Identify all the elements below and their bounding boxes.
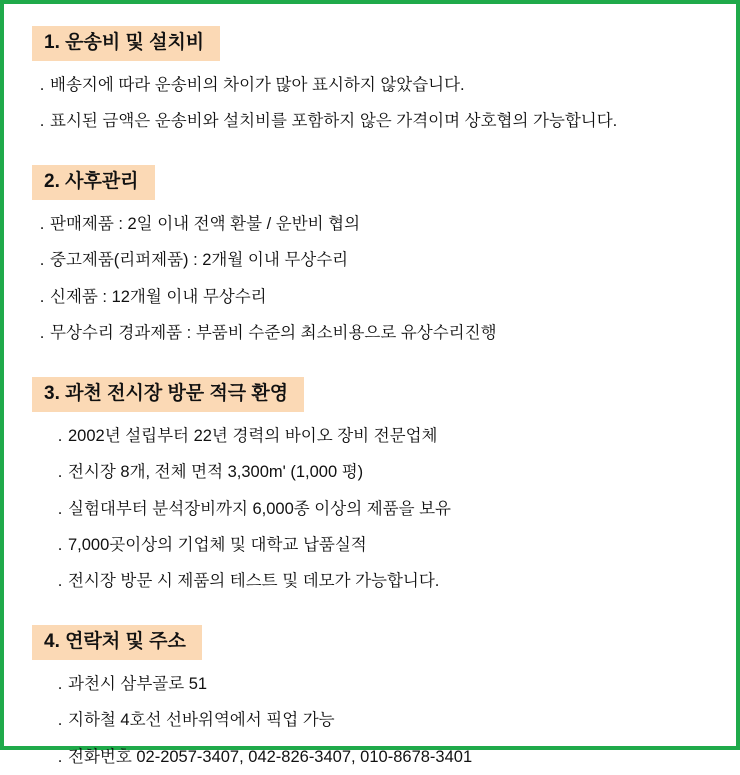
bullet-dot-icon: . xyxy=(39,287,45,306)
bullet-dot-icon: . xyxy=(57,426,63,445)
list-item xyxy=(26,702,714,738)
bullet-dot-icon: . xyxy=(57,535,63,554)
bullet-dot-icon: . xyxy=(39,75,45,94)
list-item xyxy=(26,279,714,315)
list-item-text: 판매제품 : 2일 이내 전액 환불 / 운반비 협의 xyxy=(50,215,361,234)
section-shipping-installation xyxy=(26,26,714,139)
list-item xyxy=(26,315,714,351)
list-item xyxy=(26,206,714,242)
section-heading: 3. 과천 전시장 방문 적극 환영 xyxy=(32,377,304,412)
section-showroom-visit xyxy=(26,377,714,599)
list-item xyxy=(26,739,714,775)
list-item xyxy=(26,103,714,139)
list-item xyxy=(26,454,714,490)
list-item-text: 실험대부터 분석장비까지 6,000종 이상의 제품을 보유 xyxy=(68,499,451,518)
list-item xyxy=(26,67,714,103)
list-item-text: 신제품 : 12개월 이내 무상수리 xyxy=(50,287,267,306)
bullet-dot-icon: . xyxy=(39,215,45,234)
list-item xyxy=(26,563,714,599)
list-item-text: 배송지에 따라 운송비의 차이가 많아 표시하지 않았습니다. xyxy=(50,75,465,94)
list-item-text: 전화번호 02-2057-3407, 042-826-3407, 010-8678-3401 xyxy=(68,747,473,766)
bullet-dot-icon: . xyxy=(57,675,63,694)
list-item-text: 중고제품(리퍼제품) : 2개월 이내 무상수리 xyxy=(50,251,349,270)
section-item-list xyxy=(26,67,714,140)
list-item-text: 전시장 8개, 전체 면적 3,300m' (1,000 평) xyxy=(68,463,364,482)
list-item-text: 과천시 삼부골로 51 xyxy=(68,675,208,694)
list-item-text: 지하철 4호선 선바위역에서 픽업 가능 xyxy=(68,711,335,730)
bullet-dot-icon: . xyxy=(39,251,45,270)
list-item-text: 전시장 방문 시 제품의 테스트 및 데모가 가능합니다. xyxy=(68,572,440,591)
list-item xyxy=(26,666,714,702)
section-after-service xyxy=(26,165,714,351)
section-heading: 1. 운송비 및 설치비 xyxy=(32,26,220,61)
bullet-dot-icon: . xyxy=(57,711,63,730)
section-contact-address xyxy=(26,625,714,775)
list-item xyxy=(26,418,714,454)
section-item-list xyxy=(26,666,714,775)
list-item xyxy=(26,491,714,527)
bullet-dot-icon: . xyxy=(39,112,45,131)
list-item-text: 7,000곳이상의 기업체 및 대학교 납품실적 xyxy=(68,535,367,554)
bullet-dot-icon: . xyxy=(57,572,63,591)
bullet-dot-icon: . xyxy=(57,499,63,518)
list-item-text: 2002년 설립부터 22년 경력의 바이오 장비 전문업체 xyxy=(68,426,438,445)
section-item-list xyxy=(26,418,714,599)
bullet-dot-icon: . xyxy=(57,747,63,766)
bullet-dot-icon: . xyxy=(57,463,63,482)
list-item xyxy=(26,527,714,563)
section-item-list xyxy=(26,206,714,351)
list-item xyxy=(26,242,714,278)
list-item-text: 무상수리 경과제품 : 부품비 수준의 최소비용으로 유상수리진행 xyxy=(50,323,497,342)
section-heading: 4. 연락처 및 주소 xyxy=(32,625,202,660)
bullet-dot-icon: . xyxy=(39,323,45,342)
section-heading: 2. 사후관리 xyxy=(32,165,155,200)
list-item-text: 표시된 금액은 운송비와 설치비를 포함하지 않은 가격이며 상호협의 가능합니다. xyxy=(50,112,618,131)
